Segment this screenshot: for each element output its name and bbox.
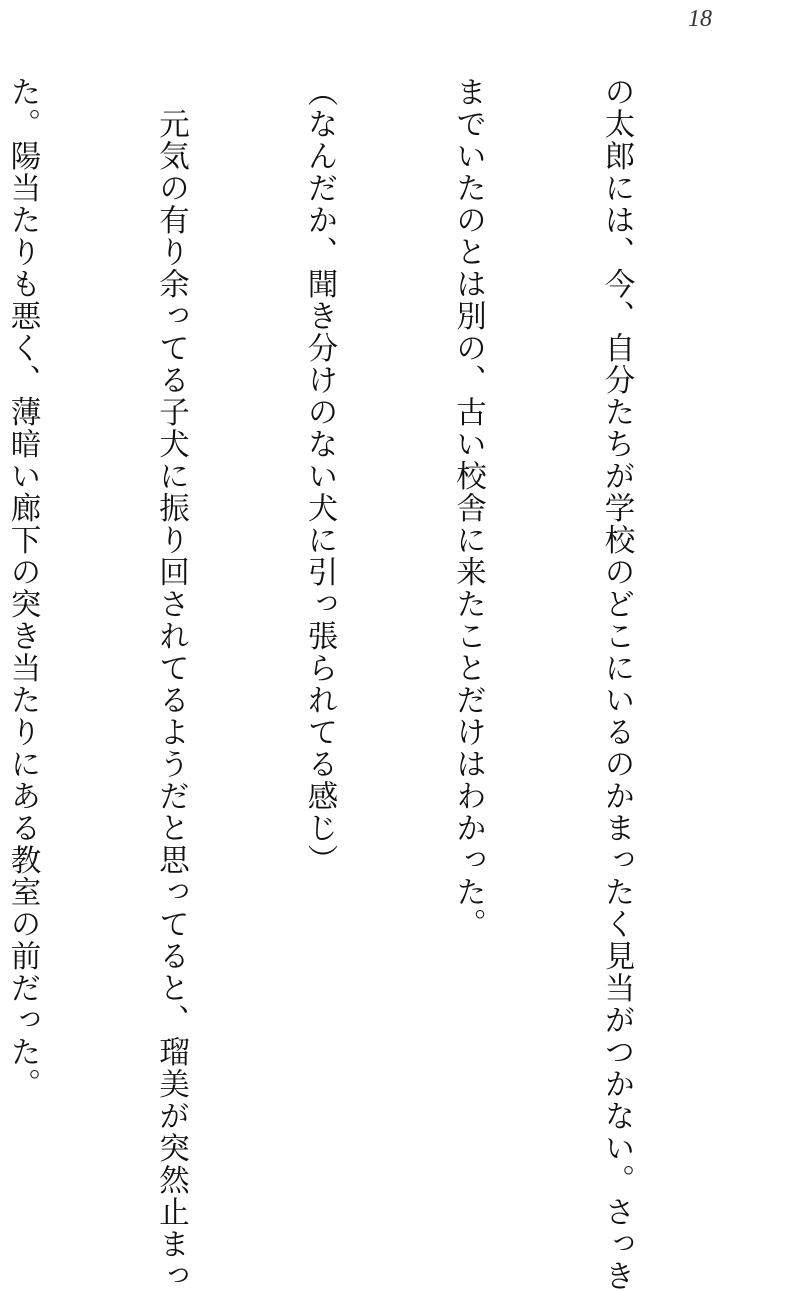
vertical-text-body bbox=[0, 76, 740, 1292]
page-number: 18 bbox=[688, 6, 712, 32]
text-line: 元気の有り余ってる子犬に振り回されてるようだと思ってると、瑠美が突然止まっ bbox=[153, 76, 189, 1292]
text-line: （なんだか、聞き分けのない犬に引っ張られてる感じ） bbox=[302, 76, 337, 876]
text-line: までいたのとは別の、古い校舎に来たことだけはわかった。 bbox=[450, 76, 486, 940]
text-line: の太郎には、今、自分たちが学校のどこにいるのかまったく見当がつかない。さっき bbox=[599, 76, 634, 1292]
text-line: た。陽当たりも悪く、薄暗い廊下の突き当たりにある教室の前だった。 bbox=[5, 76, 40, 1100]
